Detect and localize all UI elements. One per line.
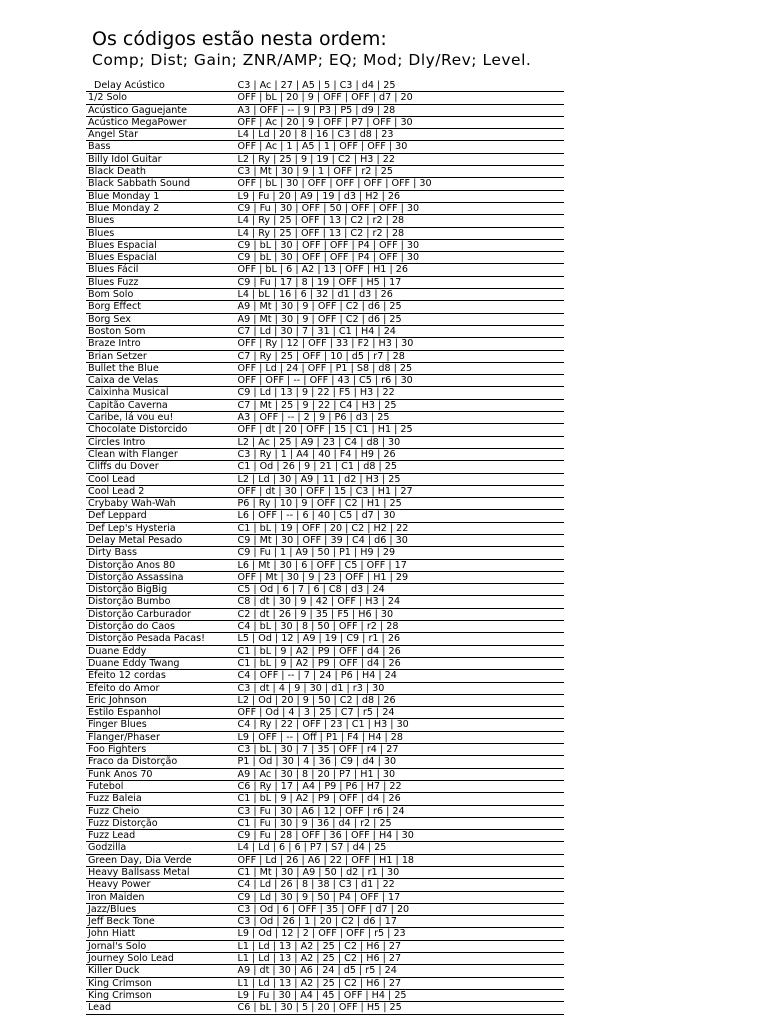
preset-name: Blues Espacial — [86, 239, 236, 251]
table-row — [86, 879, 564, 891]
preset-codes: L2 | Ry | 25 | 9 | 19 | C2 | H3 | 22 — [236, 153, 565, 165]
table-row — [86, 178, 564, 190]
preset-codes: L4 | Ry | 25 | OFF | 13 | C2 | r2 | 28 — [236, 215, 565, 227]
table-row — [86, 510, 564, 522]
preset-name: King Crimson — [86, 977, 236, 989]
table-row — [86, 1002, 564, 1014]
preset-name: Flanger/Phaser — [86, 731, 236, 743]
table-row — [86, 166, 564, 178]
table-row — [86, 596, 564, 608]
preset-name: Blues Fuzz — [86, 276, 236, 288]
preset-codes: OFF | Ld | 24 | OFF | P1 | S8 | d8 | 25 — [236, 362, 565, 374]
preset-codes: C6 | Ry | 17 | A4 | P9 | P6 | H7 | 22 — [236, 780, 565, 792]
preset-name: Capitão Caverna — [86, 399, 236, 411]
preset-name: Def Leppard — [86, 510, 236, 522]
preset-name: Delay Acústico — [86, 80, 236, 92]
preset-codes: C7 | Mt | 25 | 9 | 22 | C4 | H3 | 25 — [236, 399, 565, 411]
preset-name: Duane Eddy — [86, 645, 236, 657]
preset-codes: C5 | Od | 6 | 7 | 6 | C8 | d3 | 24 — [236, 584, 565, 596]
table-row — [86, 670, 564, 682]
preset-name: Distorção Bumbo — [86, 596, 236, 608]
preset-codes: A3 | OFF | -- | 9 | P3 | P5 | d9 | 28 — [236, 104, 565, 116]
table-row — [86, 301, 564, 313]
preset-codes: C1 | bL | 9 | A2 | P9 | OFF | d4 | 26 — [236, 645, 565, 657]
table-row — [86, 202, 564, 214]
preset-name: Distorção Anos 80 — [86, 559, 236, 571]
preset-codes: A9 | Ac | 30 | 8 | 20 | P7 | H1 | 30 — [236, 768, 565, 780]
table-row — [86, 448, 564, 460]
preset-codes: OFF | Ld | 26 | A6 | 22 | OFF | H1 | 18 — [236, 854, 565, 866]
table-row — [86, 694, 564, 706]
preset-name: Braze Intro — [86, 338, 236, 350]
table-row — [86, 977, 564, 989]
preset-codes: C7 | Ld | 30 | 7 | 31 | C1 | H4 | 24 — [236, 325, 565, 337]
preset-codes: L6 | Mt | 30 | 6 | OFF | C5 | OFF | 17 — [236, 559, 565, 571]
table-row — [86, 92, 564, 104]
preset-codes: C2 | dt | 26 | 9 | 35 | F5 | H6 | 30 — [236, 608, 565, 620]
preset-codes: L1 | Ld | 13 | A2 | 25 | C2 | H6 | 27 — [236, 953, 565, 965]
preset-codes: C1 | Od | 26 | 9 | 21 | C1 | d8 | 25 — [236, 461, 565, 473]
preset-codes: OFF | dt | 30 | OFF | 15 | C3 | H1 | 27 — [236, 485, 565, 497]
preset-name: Futebol — [86, 780, 236, 792]
preset-codes: C9 | Ld | 13 | 9 | 22 | F5 | H3 | 22 — [236, 387, 565, 399]
table-row — [86, 719, 564, 731]
preset-name: Borg Sex — [86, 313, 236, 325]
preset-codes: OFF | Ac | 20 | 9 | OFF | P7 | OFF | 30 — [236, 116, 565, 128]
table-row — [86, 153, 564, 165]
preset-codes: OFF | bL | 6 | A2 | 13 | OFF | H1 | 26 — [236, 264, 565, 276]
preset-name: Estilo Espanhol — [86, 707, 236, 719]
preset-name: Blue Monday 2 — [86, 202, 236, 214]
preset-name: Eric Johnson — [86, 694, 236, 706]
preset-name: Fuzz Distorção — [86, 817, 236, 829]
preset-codes: C6 | bL | 30 | 5 | 20 | OFF | H5 | 25 — [236, 1002, 565, 1014]
table-row — [86, 584, 564, 596]
preset-codes: C8 | dt | 30 | 9 | 42 | OFF | H3 | 24 — [236, 596, 565, 608]
preset-codes: C4 | bL | 30 | 8 | 50 | OFF | r2 | 28 — [236, 621, 565, 633]
preset-name: Black Sabbath Sound — [86, 178, 236, 190]
preset-name: Delay Metal Pesado — [86, 534, 236, 546]
table-row — [86, 424, 564, 436]
preset-name: Blues — [86, 227, 236, 239]
table-row — [86, 362, 564, 374]
preset-name: Brian Setzer — [86, 350, 236, 362]
preset-name: Bom Solo — [86, 289, 236, 301]
preset-codes: C3 | Fu | 30 | A6 | 12 | OFF | r6 | 24 — [236, 805, 565, 817]
table-row — [86, 190, 564, 202]
preset-name: Jornal's Solo — [86, 940, 236, 952]
preset-codes: C4 | Ry | 22 | OFF | 23 | C1 | H3 | 30 — [236, 719, 565, 731]
preset-name: Caixinha Musical — [86, 387, 236, 399]
preset-codes: C9 | Fu | 28 | OFF | 36 | OFF | H4 | 30 — [236, 830, 565, 842]
table-row — [86, 239, 564, 251]
header-title: Os códigos estão nesta ordem: — [92, 28, 387, 50]
preset-codes: C7 | Ry | 25 | OFF | 10 | d5 | r7 | 28 — [236, 350, 565, 362]
preset-codes: C9 | bL | 30 | OFF | OFF | P4 | OFF | 30 — [236, 252, 565, 264]
preset-codes: C9 | bL | 30 | OFF | OFF | P4 | OFF | 30 — [236, 239, 565, 251]
preset-codes: C1 | Fu | 30 | 9 | 36 | d4 | r2 | 25 — [236, 817, 565, 829]
table-row — [86, 473, 564, 485]
table-row — [86, 842, 564, 854]
table-row — [86, 571, 564, 583]
table-row — [86, 313, 564, 325]
preset-name: Black Death — [86, 166, 236, 178]
table-row — [86, 534, 564, 546]
preset-name: Blue Monday 1 — [86, 190, 236, 202]
table-row — [86, 485, 564, 497]
table-row — [86, 854, 564, 866]
preset-name: John Hiatt — [86, 928, 236, 940]
table-row — [86, 744, 564, 756]
preset-name: Caribe, lá vou eu! — [86, 412, 236, 424]
preset-codes: C4 | Ld | 26 | 8 | 38 | C3 | d1 | 22 — [236, 879, 565, 891]
preset-codes: C9 | Ld | 30 | 9 | 50 | P4 | OFF | 17 — [236, 891, 565, 903]
table-row — [86, 891, 564, 903]
preset-name: Distorção do Caos — [86, 621, 236, 633]
preset-codes: L1 | Ld | 13 | A2 | 25 | C2 | H6 | 27 — [236, 940, 565, 952]
preset-codes: L9 | OFF | -- | Off | P1 | F4 | H4 | 28 — [236, 731, 565, 743]
preset-codes: C9 | Fu | 17 | 8 | 19 | OFF | H5 | 17 — [236, 276, 565, 288]
preset-codes: L9 | Fu | 30 | A4 | 45 | OFF | H4 | 25 — [236, 989, 565, 1001]
preset-codes: C3 | Od | 6 | OFF | 35 | OFF | d7 | 20 — [236, 903, 565, 915]
table-row — [86, 289, 564, 301]
preset-codes: C3 | Mt | 30 | 9 | 1 | OFF | r2 | 25 — [236, 166, 565, 178]
preset-name: 1/2 Solo — [86, 92, 236, 104]
preset-name: King Crimson — [86, 989, 236, 1001]
preset-codes: L1 | Ld | 13 | A2 | 25 | C2 | H6 | 27 — [236, 977, 565, 989]
table-row — [86, 80, 564, 92]
preset-name: Godzilla — [86, 842, 236, 854]
preset-name: Efeito do Amor — [86, 682, 236, 694]
preset-name: Fuzz Baleia — [86, 793, 236, 805]
preset-table-body — [86, 80, 564, 1014]
preset-codes: OFF | Ac | 1 | A5 | 1 | OFF | OFF | 30 — [236, 141, 565, 153]
preset-name: Def Lep's Hysteria — [86, 522, 236, 534]
preset-codes: L4 | Ry | 25 | OFF | 13 | C2 | r2 | 28 — [236, 227, 565, 239]
table-row — [86, 707, 564, 719]
table-row — [86, 903, 564, 915]
preset-name: Cool Lead 2 — [86, 485, 236, 497]
table-row — [86, 264, 564, 276]
preset-codes: L4 | Ld | 6 | 6 | P7 | S7 | d4 | 25 — [236, 842, 565, 854]
table-row — [86, 522, 564, 534]
table-row — [86, 498, 564, 510]
table-row — [86, 940, 564, 952]
preset-codes: L6 | OFF | -- | 6 | 40 | C5 | d7 | 30 — [236, 510, 565, 522]
table-row — [86, 141, 564, 153]
table-row — [86, 682, 564, 694]
preset-codes: C3 | bL | 30 | 7 | 35 | OFF | r4 | 27 — [236, 744, 565, 756]
preset-name: Bullet the Blue — [86, 362, 236, 374]
preset-codes: L2 | Ld | 30 | A9 | 11 | d2 | H3 | 25 — [236, 473, 565, 485]
preset-name: Bass — [86, 141, 236, 153]
preset-codes: L5 | Od | 12 | A9 | 19 | C9 | r1 | 26 — [236, 633, 565, 645]
preset-name: Distorção Assassina — [86, 571, 236, 583]
table-row — [86, 547, 564, 559]
preset-name: Fuzz Cheio — [86, 805, 236, 817]
table-row — [86, 338, 564, 350]
preset-codes: P6 | Ry | 10 | 9 | OFF | C2 | H1 | 25 — [236, 498, 565, 510]
preset-name: Distorção Pesada Pacas! — [86, 633, 236, 645]
table-row — [86, 916, 564, 928]
preset-name: Billy Idol Guitar — [86, 153, 236, 165]
table-row — [86, 830, 564, 842]
preset-codes: L2 | Od | 20 | 9 | 50 | C2 | d8 | 26 — [236, 694, 565, 706]
preset-name: Heavy Ballsass Metal — [86, 867, 236, 879]
table-row — [86, 387, 564, 399]
preset-name: Fraco da Distorção — [86, 756, 236, 768]
table-row — [86, 104, 564, 116]
preset-codes: L4 | Ld | 20 | 8 | 16 | C3 | d8 | 23 — [236, 129, 565, 141]
preset-codes: C3 | Ry | 1 | A4 | 40 | F4 | H9 | 26 — [236, 448, 565, 460]
table-row — [86, 780, 564, 792]
table-row — [86, 731, 564, 743]
preset-name: Foo Fighters — [86, 744, 236, 756]
table-row — [86, 116, 564, 128]
preset-codes: OFF | Od | 4 | 3 | 25 | C7 | r5 | 24 — [236, 707, 565, 719]
preset-codes: OFF | bL | 30 | OFF | OFF | OFF | OFF | 30 — [236, 178, 565, 190]
table-row — [86, 399, 564, 411]
table-row — [86, 867, 564, 879]
preset-codes: P1 | Od | 30 | 4 | 36 | C9 | d4 | 30 — [236, 756, 565, 768]
table-row — [86, 793, 564, 805]
table-row — [86, 817, 564, 829]
preset-name: Crybaby Wah-Wah — [86, 498, 236, 510]
preset-codes: A9 | Mt | 30 | 9 | OFF | C2 | d6 | 25 — [236, 313, 565, 325]
table-row — [86, 965, 564, 977]
preset-codes: C3 | dt | 4 | 9 | 30 | d1 | r3 | 30 — [236, 682, 565, 694]
preset-name: Blues Espacial — [86, 252, 236, 264]
table-row — [86, 436, 564, 448]
table-row — [86, 412, 564, 424]
table-row — [86, 325, 564, 337]
preset-codes: L9 | Od | 12 | 2 | OFF | OFF | r5 | 23 — [236, 928, 565, 940]
preset-name: Green Day, Dia Verde — [86, 854, 236, 866]
preset-codes: A3 | OFF | -- | 2 | 9 | P6 | d3 | 25 — [236, 412, 565, 424]
preset-name: Angel Star — [86, 129, 236, 141]
preset-name: Efeito 12 cordas — [86, 670, 236, 682]
preset-name: Caixa de Velas — [86, 375, 236, 387]
table-row — [86, 276, 564, 288]
preset-codes: C3 | Ac | 27 | A5 | 5 | C3 | d4 | 25 — [236, 80, 565, 92]
preset-name: Cool Lead — [86, 473, 236, 485]
table-row — [86, 559, 564, 571]
preset-codes: A9 | Mt | 30 | 9 | OFF | C2 | d6 | 25 — [236, 301, 565, 313]
document-header — [92, 28, 531, 70]
preset-codes: C3 | Od | 26 | 1 | 20 | C2 | d6 | 17 — [236, 916, 565, 928]
preset-name: Acústico Gaguejante — [86, 104, 236, 116]
table-row — [86, 215, 564, 227]
preset-table — [86, 80, 564, 1015]
preset-codes: C9 | Fu | 1 | A9 | 50 | P1 | H9 | 29 — [236, 547, 565, 559]
preset-name: Distorção Carburador — [86, 608, 236, 620]
preset-name: Funk Anos 70 — [86, 768, 236, 780]
preset-name: Cliffs du Dover — [86, 461, 236, 473]
preset-name: Jazz/Blues — [86, 903, 236, 915]
preset-name: Dirty Bass — [86, 547, 236, 559]
preset-name: Acústico MegaPower — [86, 116, 236, 128]
preset-codes: C9 | Fu | 30 | OFF | 50 | OFF | OFF | 30 — [236, 202, 565, 214]
header-subtitle: Comp; Dist; Gain; ZNR/AMP; EQ; Mod; Dly/Rev; Level. — [92, 51, 532, 69]
preset-name: Duane Eddy Twang — [86, 657, 236, 669]
table-row — [86, 645, 564, 657]
preset-codes: OFF | dt | 20 | OFF | 15 | C1 | H1 | 25 — [236, 424, 565, 436]
preset-name: Blues — [86, 215, 236, 227]
preset-name: Boston Som — [86, 325, 236, 337]
preset-codes: C1 | bL | 9 | A2 | P9 | OFF | d4 | 26 — [236, 657, 565, 669]
preset-codes: OFF | Mt | 30 | 9 | 23 | OFF | H1 | 29 — [236, 571, 565, 583]
preset-codes: L2 | Ac | 25 | A9 | 23 | C4 | d8 | 30 — [236, 436, 565, 448]
preset-name: Jeff Beck Tone — [86, 916, 236, 928]
preset-name: Blues Fácil — [86, 264, 236, 276]
preset-codes: OFF | bL | 20 | 9 | OFF | OFF | d7 | 20 — [236, 92, 565, 104]
preset-name: Iron Maiden — [86, 891, 236, 903]
preset-name: Fuzz Lead — [86, 830, 236, 842]
table-row — [86, 928, 564, 940]
preset-codes: C1 | Mt | 30 | A9 | 50 | d2 | r1 | 30 — [236, 867, 565, 879]
preset-codes: OFF | Ry | 12 | OFF | 33 | F2 | H3 | 30 — [236, 338, 565, 350]
preset-codes: C9 | Mt | 30 | OFF | 39 | C4 | d6 | 30 — [236, 534, 565, 546]
preset-name: Heavy Power — [86, 879, 236, 891]
table-row — [86, 756, 564, 768]
preset-name: Borg Effect — [86, 301, 236, 313]
preset-name: Circles Intro — [86, 436, 236, 448]
table-row — [86, 805, 564, 817]
table-row — [86, 768, 564, 780]
preset-codes: C4 | OFF | -- | 7 | 24 | P6 | H4 | 24 — [236, 670, 565, 682]
preset-codes: L9 | Fu | 20 | A9 | 19 | d3 | H2 | 26 — [236, 190, 565, 202]
preset-name: Lead — [86, 1002, 236, 1014]
preset-name: Journey Solo Lead — [86, 953, 236, 965]
preset-name: Chocolate Distorcido — [86, 424, 236, 436]
preset-codes: C1 | bL | 9 | A2 | P9 | OFF | d4 | 26 — [236, 793, 565, 805]
preset-codes: L4 | bL | 16 | 6 | 32 | d1 | d3 | 26 — [236, 289, 565, 301]
table-row — [86, 227, 564, 239]
table-row — [86, 608, 564, 620]
table-row — [86, 657, 564, 669]
table-row — [86, 621, 564, 633]
table-row — [86, 350, 564, 362]
preset-name: Killer Duck — [86, 965, 236, 977]
preset-codes: OFF | OFF | -- | OFF | 43 | C5 | r6 | 30 — [236, 375, 565, 387]
table-row — [86, 633, 564, 645]
table-row — [86, 129, 564, 141]
table-row — [86, 252, 564, 264]
table-row — [86, 989, 564, 1001]
preset-codes: A9 | dt | 30 | A6 | 24 | d5 | r5 | 24 — [236, 965, 565, 977]
preset-name: Finger Blues — [86, 719, 236, 731]
preset-codes: C1 | bL | 19 | OFF | 20 | C2 | H2 | 22 — [236, 522, 565, 534]
table-row — [86, 953, 564, 965]
table-row — [86, 375, 564, 387]
preset-name: Distorção BigBig — [86, 584, 236, 596]
preset-name: Clean with Flanger — [86, 448, 236, 460]
table-row — [86, 461, 564, 473]
